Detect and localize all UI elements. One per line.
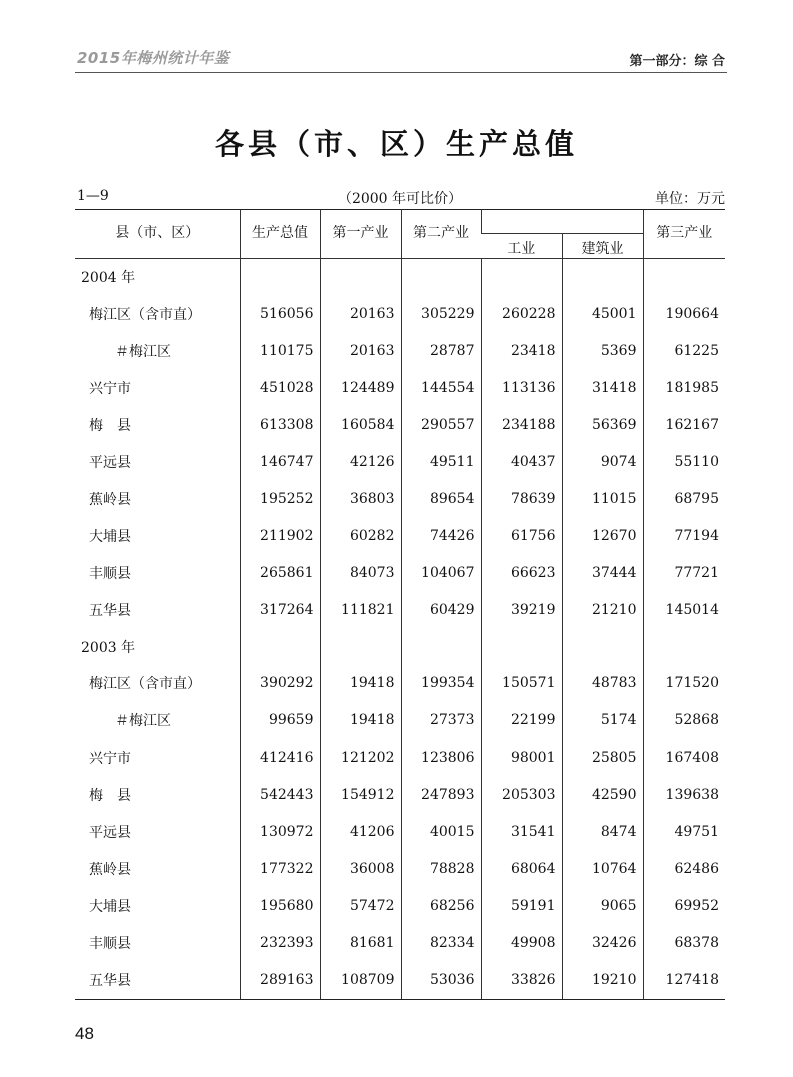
year-row [75, 259, 725, 296]
table-row [75, 739, 725, 776]
value-cell: 49751 [643, 813, 725, 850]
value-cell: 37444 [562, 555, 643, 592]
table-row [75, 295, 725, 332]
value-cell: 40437 [481, 443, 562, 480]
value-cell: 232393 [240, 925, 320, 962]
value-cell: 260228 [481, 295, 562, 332]
value-cell: 154912 [320, 776, 401, 813]
value-cell: 144554 [401, 369, 481, 406]
yearbook-title: 2015年梅州统计年鉴 [77, 49, 230, 67]
table-row [75, 406, 725, 443]
value-cell: 20163 [320, 332, 401, 369]
value-cell: 68256 [401, 887, 481, 924]
col-header-industry: 工业 [481, 234, 562, 259]
value-cell: 613308 [240, 406, 320, 443]
value-cell: 20163 [320, 295, 401, 332]
value-cell: 23418 [481, 332, 562, 369]
value-cell: 59191 [481, 887, 562, 924]
value-cell: 56369 [562, 406, 643, 443]
table-row [75, 776, 725, 813]
col-header-primary: 第一产业 [320, 210, 401, 259]
empty-cell [643, 259, 725, 296]
value-cell: 62486 [643, 850, 725, 887]
empty-cell [320, 259, 401, 296]
value-cell: 121202 [320, 739, 401, 776]
value-cell: 36803 [320, 480, 401, 517]
value-cell: 61756 [481, 518, 562, 555]
region-name: 梅江区（含市直） [89, 676, 201, 693]
value-cell: 78639 [481, 480, 562, 517]
value-cell: 98001 [481, 739, 562, 776]
value-cell: 139638 [643, 776, 725, 813]
value-cell: 104067 [401, 555, 481, 592]
page-title: 各县（市、区）生产总值 [214, 127, 578, 161]
value-cell: 177322 [240, 850, 320, 887]
year-label: 2003 年 [81, 639, 136, 656]
value-cell: 19210 [562, 962, 643, 1000]
table-row [75, 813, 725, 850]
table-row [75, 480, 725, 517]
value-cell: 60429 [401, 592, 481, 629]
region-name: 丰顺县 [89, 566, 131, 583]
region-name: 大埔县 [89, 529, 131, 546]
value-cell: 181985 [643, 369, 725, 406]
value-cell: 247893 [401, 776, 481, 813]
value-cell: 68064 [481, 850, 562, 887]
value-cell: 542443 [240, 776, 320, 813]
table-row [75, 887, 725, 924]
year-label: 2004 年 [81, 270, 136, 286]
table-row [75, 443, 725, 480]
region-name: 五华县 [89, 603, 131, 620]
value-cell: 48783 [562, 665, 643, 702]
empty-cell [643, 629, 725, 665]
value-cell: 5174 [562, 702, 643, 739]
value-cell: 127418 [643, 962, 725, 1000]
value-cell: 84073 [320, 555, 401, 592]
value-cell: 205303 [481, 776, 562, 813]
col-header-region: 县（市、区） [75, 210, 240, 259]
region-name: ＃梅江区 [115, 713, 171, 730]
page-number: 48 [75, 1024, 94, 1043]
col-header-secondary-split [481, 210, 643, 234]
value-cell: 49511 [401, 443, 481, 480]
value-cell: 234188 [481, 406, 562, 443]
value-cell: 42126 [320, 443, 401, 480]
empty-cell [401, 259, 481, 296]
value-cell: 167408 [643, 739, 725, 776]
value-cell: 77721 [643, 555, 725, 592]
table-meta [75, 188, 725, 208]
table-row [75, 702, 725, 739]
value-cell: 61225 [643, 332, 725, 369]
table-row [75, 850, 725, 887]
value-cell: 289163 [240, 962, 320, 1000]
value-cell: 199354 [401, 665, 481, 702]
value-cell: 81681 [320, 925, 401, 962]
region-name: 平远县 [89, 454, 131, 471]
region-name: 兴宁市 [89, 750, 131, 767]
price-basis: （2000 年可比价） [337, 191, 463, 207]
table-row [75, 925, 725, 962]
value-cell: 108709 [320, 962, 401, 1000]
value-cell: 146747 [240, 443, 320, 480]
value-cell: 42590 [562, 776, 643, 813]
region-name: 丰顺县 [89, 936, 131, 953]
value-cell: 110175 [240, 332, 320, 369]
value-cell: 211902 [240, 518, 320, 555]
region-name: 兴宁市 [89, 380, 131, 397]
value-cell: 113136 [481, 369, 562, 406]
value-cell: 190664 [643, 295, 725, 332]
empty-cell [562, 629, 643, 665]
value-cell: 77194 [643, 518, 725, 555]
empty-cell [562, 259, 643, 296]
value-cell: 60282 [320, 518, 401, 555]
value-cell: 19418 [320, 665, 401, 702]
value-cell: 9074 [562, 443, 643, 480]
region-name: 梅 县 [89, 787, 131, 804]
value-cell: 82334 [401, 925, 481, 962]
value-cell: 99659 [240, 702, 320, 739]
value-cell: 130972 [240, 813, 320, 850]
value-cell: 317264 [240, 592, 320, 629]
value-cell: 74426 [401, 518, 481, 555]
value-cell: 53036 [401, 962, 481, 1000]
value-cell: 123806 [401, 739, 481, 776]
table-row [75, 665, 725, 702]
value-cell: 195680 [240, 887, 320, 924]
value-cell: 390292 [240, 665, 320, 702]
value-cell: 69952 [643, 887, 725, 924]
value-cell: 5369 [562, 332, 643, 369]
table-body [75, 259, 725, 1000]
col-header-construction: 建筑业 [562, 234, 643, 259]
empty-cell [320, 629, 401, 665]
value-cell: 10764 [562, 850, 643, 887]
region-name: 梅江区（含市直） [89, 306, 201, 323]
value-cell: 412416 [240, 739, 320, 776]
region-name: 五华县 [75, 962, 240, 1000]
value-cell: 305229 [401, 295, 481, 332]
section-label: 第一部分：综 合 [629, 54, 725, 69]
region-name: 大埔县 [89, 898, 131, 915]
value-cell: 160584 [320, 406, 401, 443]
value-cell: 451028 [240, 369, 320, 406]
region-name: 平远县 [89, 824, 131, 841]
table-row [75, 555, 725, 592]
region-name: 蕉岭县 [89, 492, 131, 509]
empty-cell [240, 259, 320, 296]
value-cell: 27373 [401, 702, 481, 739]
unit-label: 单位：万元 [655, 191, 725, 207]
value-cell: 11015 [562, 480, 643, 517]
value-cell: 45001 [562, 295, 643, 332]
table-row [75, 592, 725, 629]
value-cell: 195252 [240, 480, 320, 517]
empty-cell [401, 629, 481, 665]
table-row [75, 962, 725, 1000]
col-header-tertiary: 第三产业 [643, 210, 725, 259]
value-cell: 12670 [562, 518, 643, 555]
value-cell: 55110 [643, 443, 725, 480]
value-cell: 68795 [643, 480, 725, 517]
value-cell: 31418 [562, 369, 643, 406]
value-cell: 9065 [562, 887, 643, 924]
region-name: 梅 县 [89, 417, 131, 434]
value-cell: 290557 [401, 406, 481, 443]
value-cell: 36008 [320, 850, 401, 887]
table-row [75, 369, 725, 406]
value-cell: 150571 [481, 665, 562, 702]
value-cell: 52868 [643, 702, 725, 739]
value-cell: 40015 [401, 813, 481, 850]
value-cell: 68378 [643, 925, 725, 962]
value-cell: 22199 [481, 702, 562, 739]
region-name: ＃梅江区 [115, 343, 171, 360]
value-cell: 162167 [643, 406, 725, 443]
empty-cell [481, 629, 562, 665]
value-cell: 32426 [562, 925, 643, 962]
value-cell: 41206 [320, 813, 401, 850]
value-cell: 8474 [562, 813, 643, 850]
value-cell: 57472 [320, 887, 401, 924]
table-number: 1—9 [77, 188, 109, 204]
value-cell: 33826 [481, 962, 562, 1000]
table-row [75, 332, 725, 369]
empty-cell [240, 629, 320, 665]
region-name: 蕉岭县 [89, 861, 131, 878]
value-cell: 39219 [481, 592, 562, 629]
value-cell: 145014 [643, 592, 725, 629]
value-cell: 265861 [240, 555, 320, 592]
value-cell: 21210 [562, 592, 643, 629]
value-cell: 25805 [562, 739, 643, 776]
value-cell: 28787 [401, 332, 481, 369]
value-cell: 49908 [481, 925, 562, 962]
empty-cell [481, 259, 562, 296]
gdp-table [75, 209, 725, 1000]
col-header-gdp: 生产总值 [240, 210, 320, 259]
value-cell: 89654 [401, 480, 481, 517]
value-cell: 171520 [643, 665, 725, 702]
value-cell: 516056 [240, 295, 320, 332]
running-header [75, 44, 727, 73]
value-cell: 124489 [320, 369, 401, 406]
value-cell: 66623 [481, 555, 562, 592]
col-header-secondary: 第二产业 [401, 210, 481, 259]
value-cell: 111821 [320, 592, 401, 629]
table-row [75, 518, 725, 555]
value-cell: 78828 [401, 850, 481, 887]
value-cell: 31541 [481, 813, 562, 850]
value-cell: 19418 [320, 702, 401, 739]
year-row [75, 629, 725, 665]
